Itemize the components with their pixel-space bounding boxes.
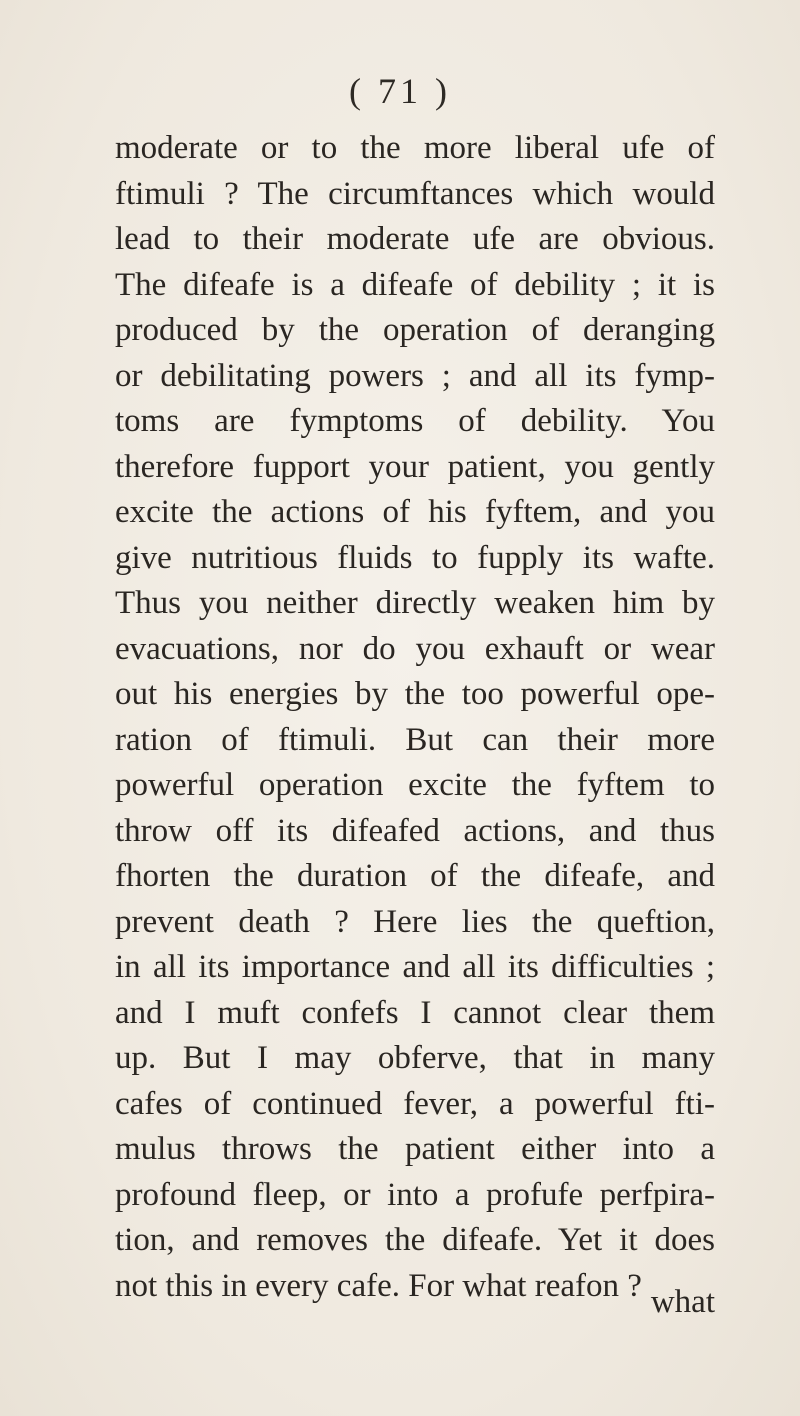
- text-line: toms are fymptoms of debility. You: [115, 403, 715, 439]
- text-line: fhorten the duration of the difeafe, and: [115, 858, 715, 894]
- body-text: [115, 126, 715, 1309]
- text-line: ftimuli ? The circumftances which would: [115, 175, 715, 212]
- text-line: give nutritious fluids to fupply its wafte.: [115, 539, 715, 576]
- text-line: not this in every cafe. For what reafon ?: [115, 1267, 642, 1304]
- text-line: lead to their moderate ufe are obvious.: [115, 221, 715, 257]
- text-line: evacuations, nor do you exhauft or wear: [115, 630, 715, 667]
- text-line: up. But I may obferve, that in many: [115, 1040, 715, 1076]
- text-line: produced by the operation of deranging: [115, 312, 715, 348]
- text-line: prevent death ? Here lies the queftion,: [115, 903, 715, 940]
- text-line: throw off its difeafed actions, and thus: [115, 812, 715, 849]
- text-line: in all its importance and all its difficulties ;: [115, 949, 715, 985]
- text-line: and I muft confefs I cannot clear them: [115, 994, 715, 1031]
- text-line: excite the actions of his fyftem, and you: [115, 494, 715, 530]
- text-line: or debilitating powers ; and all its fymp-: [115, 357, 715, 394]
- text-line: powerful operation excite the fyftem to: [115, 767, 715, 803]
- text-line: ration of ftimuli. But can their more: [115, 721, 715, 758]
- text-line: Thus you neither directly weaken him by: [115, 585, 715, 621]
- page-number: ( 71 ): [349, 71, 451, 111]
- text-line: tion, and removes the difeafe. Yet it does: [115, 1222, 715, 1258]
- catchword: what: [650, 1284, 715, 1320]
- text-line: profound fleep, or into a profufe perfpira-: [115, 1176, 715, 1213]
- text-line: therefore fupport your patient, you gently: [115, 448, 715, 485]
- text-line: mulus throws the patient either into a: [115, 1131, 715, 1167]
- text-line: The difeafe is a difeafe of debility ; it is: [115, 266, 715, 303]
- text-line: cafes of continued fever, a powerful fti-: [115, 1085, 715, 1122]
- text-line: moderate or to the more liberal ufe of: [115, 130, 715, 166]
- text-line: out his energies by the too powerful ope-: [115, 676, 715, 712]
